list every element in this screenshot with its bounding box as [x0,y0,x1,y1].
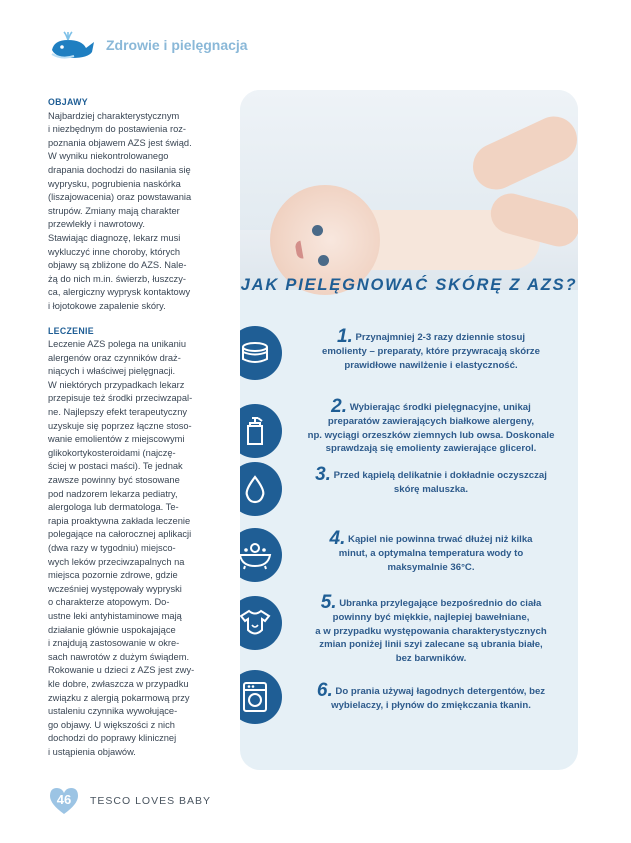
text-line: i ustąpienia objawów. [48,746,136,757]
text-line: strupów. Zmiany mają charakter [48,205,180,216]
tip-line: np. wyciągi orzeszków ziemnych lub owsa. Doskonale [307,429,555,441]
text-line: ustne leki antyhistaminowe mają [48,610,182,621]
text-line: o charakterze atopowym. Do- [48,597,170,608]
text-line: poznania objawem AZS jest świąd. [48,137,192,148]
tips-panel [240,90,578,770]
page-number: 46 [56,792,72,807]
text-line: sach nawrotów z dużym świądem. [48,651,190,662]
cream-jar-icon [240,326,282,380]
whale-icon [48,30,96,60]
text-line: Stawiając diagnozę, lekarz musi [48,232,181,243]
text-line: przepisuje też środki przeciwzapal- [48,393,193,404]
text-line: Najbardziej charakterystycznym [48,110,180,121]
baby-bath-icon [240,528,282,582]
text-line: kle dobre, zwłaszcza w przypadku [48,678,189,689]
tip-text [288,326,574,372]
text-line: (liszajowacenia) oraz powstawania [48,192,192,203]
parent-hand [465,109,578,197]
text-line: objawy są zbliżone do AZS. Nale- [48,260,187,271]
footer-label: TESCO LOVES BABY [90,795,212,807]
text-line: zawsze powinny być stosowane [48,475,180,486]
pump-bottle-icon [240,404,282,458]
text-line: Rokowanie u dzieci z AZS jest zwy- [48,665,195,676]
tip-number: 1. [336,326,353,347]
text-line: Leczenie AZS polega na unikaniu [48,339,187,350]
tip-line: bez barwników. [395,653,467,665]
text-line: wanie emolientów z miejscowymi [48,434,185,445]
text-line: go objawy. U większości z nich [48,719,175,730]
tip-line: emolienty – preparaty, które przywracają skórze [322,345,540,357]
section-heading-leczenie: LECZENIE [48,325,94,336]
tip-line: zmian poniżej linii szyi zalecane są ubrania białe, [319,639,543,651]
text-line: dochodzi do poprawy klinicznej [48,733,177,744]
text-line: polegające na całorocznej aplikacji [48,529,192,540]
tip-line: Ubranka przylegające bezpośrednio do ciała [339,598,542,609]
text-line: ściej w postaci maści). Te jednak [48,461,183,472]
section-heading-objawy: OBJAWY [48,97,88,107]
tip-line: Do prania używaj łagodnych detergentów, bez [335,686,546,697]
text-line: wyprysku, pogrubienia naskórka [48,178,181,189]
panel-heading: JAK PIELĘGNOWAĆ SKÓRĘ Z AZS? [240,276,578,294]
text-line: W wyniku niekontrolowanego [48,151,169,162]
text-line: związku z alergią pokarmową przy [48,692,190,703]
text-line: miejsca pozornie zdrowe, gdzie [48,570,178,581]
tip-line: minut, a optymalna temperatura wody to [338,547,524,559]
text-line: żą do nich m.in. świerzb, łuszczy- [48,273,186,284]
text-line: (dwa razy w tygodniu) miejsco- [48,543,176,553]
tip-text [288,396,574,456]
tip-number: 4. [329,528,346,549]
tip-line: powinny być miękkie, najlepiej bawełniane, [332,611,530,623]
tip-line: Przynajmniej 2-3 razy dziennie stosuj [355,332,526,343]
baby-mouth [294,241,303,260]
text-line: drapania dochodzi do nasilania się [48,164,191,175]
text-line: W niektórych przypadkach lekarz [48,379,185,390]
tip-line: prawidłowe nawilżenie i elastyczność. [344,359,518,371]
baby-eye [312,225,323,236]
text-line: działanie głównie uspokajające [48,624,176,635]
page-number-badge [48,786,80,816]
text-line: alergologa lub dermatologa. Te- [48,502,179,513]
section-title: Zdrowie i pielęgnacja [106,37,248,53]
water-drop-icon [240,462,282,516]
tip-text [288,592,574,666]
text-line: ne. Najlepszy efekt terapeutyczny [48,407,188,418]
tip-text [288,528,574,574]
tip-line: sprawdzają się emolienty zawierające glicerol. [325,443,537,455]
tip-number: 5. [320,592,337,613]
baby-eye [318,255,329,266]
text-line: wych leków przeciwzapalnych na [48,556,185,567]
tip-line: Przed kąpielą delikatnie i dokładnie oczyszczaj [333,470,547,481]
tip-number: 2. [331,396,348,417]
tip-line: a w przypadku występowania charakterystycznych [315,625,547,637]
tip-number: 3. [315,464,331,485]
text-line: ustaleniu czynnika wywołujące- [48,706,178,717]
text-line: ca, alergiczny wyprysk kontaktowy [48,287,191,298]
text-line: wykluczyć inne choroby, których [48,246,181,257]
text-line: pod nadzorem lekarza pediatry, [48,488,178,499]
tip-line: preparatów zawierających białkowe alergeny, [327,415,535,427]
tip-line: wybielaczy, i płynów do zmiękczania tkanin. [331,699,531,711]
text-line: niących i właściwej pielęgnacji. [48,366,176,377]
tip-line: maksymalnie 36°C. [387,561,475,573]
text-line: uzyskuje się poprzez łączne stoso- [48,420,192,431]
tip-line: Kąpiel nie powinna trwać dłużej niż kilka [348,534,533,545]
page-header [48,30,248,60]
text-line: rapia proaktywna zakłada leczenie [48,515,191,526]
washing-machine-icon [240,670,282,724]
text-line: alergenów oraz czynników draż- [48,352,181,363]
text-line: i znajdują zastosowanie w okre- [48,638,180,649]
text-line: wcześniej występowały wypryski [48,583,182,594]
tip-line: skórę maluszka. [393,483,469,495]
tip-number: 6. [316,680,333,701]
tip-line: Wybierając środki pielęgnacyjne, unikaj [349,402,531,413]
baby-photo [240,90,578,270]
text-line: i niezbędnym do postawienia roz- [48,124,186,135]
tip-text [288,464,574,497]
text-line: glikokortykosteroidami (najczę- [48,447,176,458]
tip-text [288,680,574,713]
page-footer [48,786,211,816]
left-column [48,96,216,760]
text-line: i łojotokowe zapalenie skóry. [48,300,166,311]
text-line: przewlekły i nawrotowy. [48,219,145,230]
baby-onesie-icon [240,596,282,650]
